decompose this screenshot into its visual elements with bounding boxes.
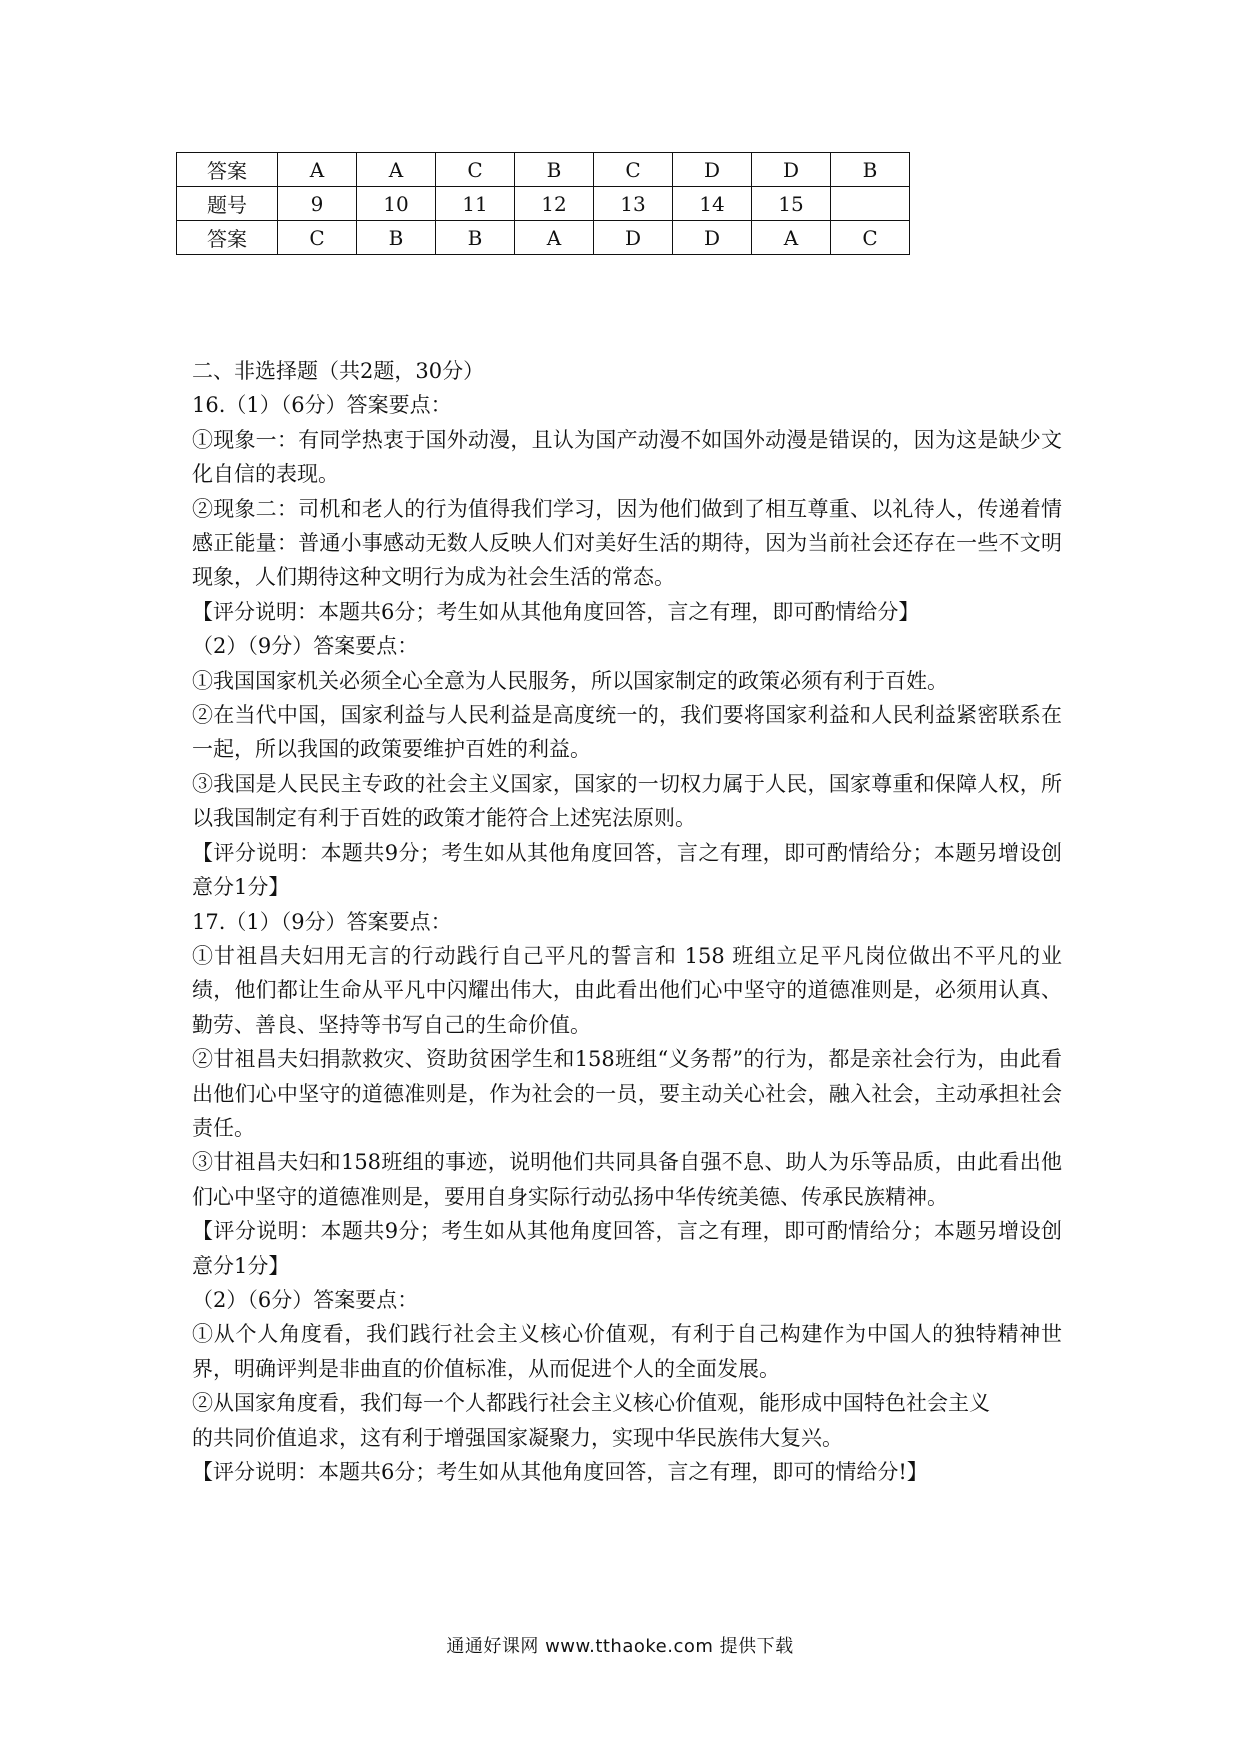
table-cell: B [436, 221, 515, 255]
scoring-note: 【评分说明：本题共9分；考生如从其他角度回答，言之有理，即可酌情给分；本题另增设创意分1分】 [192, 840, 1062, 900]
answer-point: ③甘祖昌夫妇和158班组的事迹，说明他们共同具备自强不息、助人为乐等品质，由此看出他们心中坚守的道德准则是，要用自身实际行动弘扬中华传统美德、传承民族精神。 [192, 1150, 1062, 1209]
answer-point: ①从个人角度看，我们践行社会主义核心价值观，有利于自己构建作为中国人的独特精神世界，明确评判是非曲直的价值标准，从而促进个人的全面发展。 [192, 1322, 1062, 1381]
table-cell: 14 [673, 187, 752, 221]
table-cell: 13 [594, 187, 673, 221]
row-header: 答案 [177, 221, 278, 255]
table-cell: D [673, 221, 752, 255]
table-row [177, 187, 910, 221]
page-footer: 通通好课网 www.tthaoke.com 提供下载 [446, 1636, 794, 1657]
table-cell: B [515, 153, 594, 187]
question-17-part-2-title: （2）（6分）答案要点： [192, 1287, 419, 1312]
table-cell: C [594, 153, 673, 187]
table-cell: C [278, 221, 357, 255]
table-cell: 11 [436, 187, 515, 221]
question-17-part-1-title: 17.（1）（9分）答案要点： [192, 909, 452, 934]
table-cell: D [673, 153, 752, 187]
question-16-part-2-title: （2）（9分）答案要点： [192, 634, 419, 659]
table-cell: A [357, 153, 436, 187]
answer-point: ②现象二：司机和老人的行为值得我们学习，因为他们做到了相互尊重、以礼待人，传递着情感正能量：普通小事感动无数人反映人们对美好生活的期待，因为当前社会还存在一些不文明现象，人们期待这种文明行为成为社会生活的常态。 [192, 496, 1062, 590]
table-cell: 12 [515, 187, 594, 221]
scoring-note: 【评分说明：本题共6分；考生如从其他角度回答，言之有理，即可的情给分!】 [192, 1460, 928, 1484]
table-row [177, 221, 910, 255]
scoring-note: 【评分说明：本题共9分；考生如从其他角度回答，言之有理，即可酌情给分；本题另增设创意分1分】 [192, 1219, 1062, 1278]
table-cell: 10 [357, 187, 436, 221]
answer-table [176, 152, 910, 255]
table-cell: D [752, 153, 831, 187]
table-cell: C [436, 153, 515, 187]
table-row [177, 153, 910, 187]
question-16-part-1-title: 16.（1）（6分）答案要点： [192, 393, 452, 418]
answer-point-line: ②从国家角度看，我们每一个人都践行社会主义核心价值观，能形成中国特色社会主义 [192, 1391, 990, 1416]
scoring-note: 【评分说明：本题共6分；考生如从其他角度回答，言之有理，即可酌情给分】 [192, 599, 920, 624]
answer-point: ②在当代中国，国家利益与人民利益是高度统一的，我们要将国家利益和人民利益紧密联系在一起，所以我国的政策要维护百姓的利益。 [192, 703, 1062, 762]
answer-point-line: 的共同价值追求，这有利于增强国家凝聚力，实现中华民族伟大复兴。 [192, 1425, 843, 1450]
table-cell: A [278, 153, 357, 187]
answer-point: ①现象一：有同学热衷于国外动漫，且认为国产动漫不如国外动漫是错误的，因为这是缺少文化自信的表现。 [192, 427, 1062, 487]
row-header: 题号 [177, 187, 278, 221]
table-cell: 15 [752, 187, 831, 221]
answer-content [192, 354, 1062, 1489]
table-cell: B [831, 153, 910, 187]
table-cell: D [594, 221, 673, 255]
table-cell: A [515, 221, 594, 255]
table-cell: A [752, 221, 831, 255]
answer-point: ①甘祖昌夫妇用无言的行动践行自己平凡的誓言和 158 班组立足平凡岗位做出不平凡的业绩，他们都让生命从平凡中闪耀出伟大，由此看出他们心中坚守的道德准则是，必须用认真、勤劳、善良、坚持等书写自己的生命价值。 [192, 943, 1062, 1037]
section-title: 二、非选择题（共2题，30分） [192, 359, 485, 383]
table-cell: 9 [278, 187, 357, 221]
row-header: 答案 [177, 153, 278, 187]
table-cell [831, 187, 910, 221]
answer-point: ③我国是人民民主专政的社会主义国家，国家的一切权力属于人民，国家尊重和保障人权，所以我国制定有利于百姓的政策才能符合上述宪法原则。 [192, 771, 1062, 831]
answer-point: ①我国国家机关必须全心全意为人民服务，所以国家制定的政策必须有利于百姓。 [192, 668, 948, 693]
table-cell: C [831, 221, 910, 255]
table-cell: B [357, 221, 436, 255]
answer-point: ②甘祖昌夫妇捐款救灾、资助贫困学生和158班组“义务帮”的行为，都是亲社会行为，由此看出他们心中坚守的道德准则是，作为社会的一员，要主动关心社会，融入社会，主动承担社会责任。 [192, 1047, 1062, 1140]
